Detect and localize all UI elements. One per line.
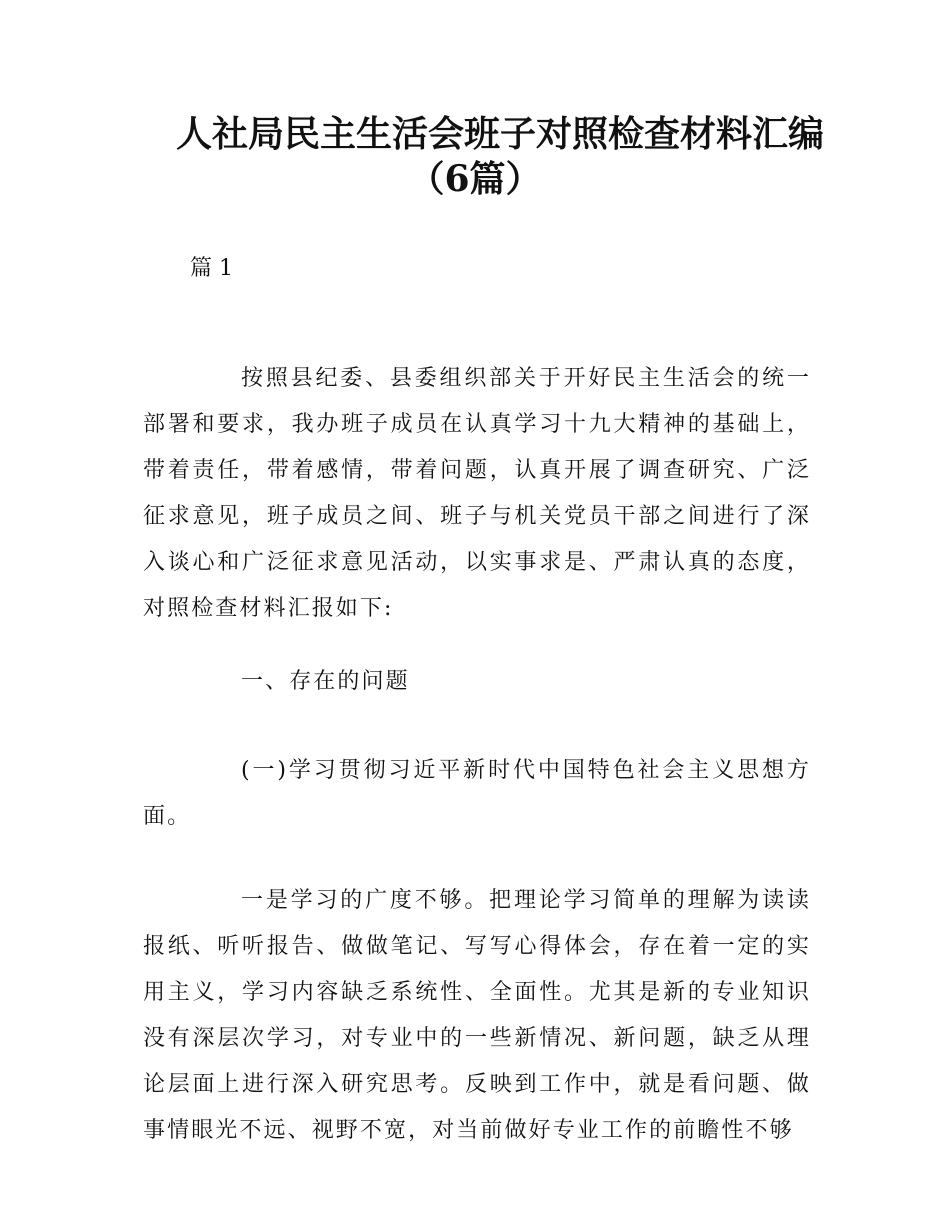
subsection-heading-study: (一)学习贯彻习近平新时代中国特色社会主义思想方面。 [143,758,811,829]
chapter-label: 篇 1 [190,256,233,281]
section-heading-problems: 一、存在的问题 [241,669,410,694]
document-title-line-2: （6篇） [408,158,542,200]
body-paragraph-study-breadth: 一是学习的广度不够。把理论学习简单的理解为读读报纸、听听报告、做做笔记、写写心得体会，存在着一定的实用主义，学习内容缺乏系统性、全面性。尤其是新的专业知识没有深层次学习，对专业中的一些新情况、新问题，缺乏从理论层面上进行深入研究思考。反映到工作中，就是看问题、做事情眼光不远、视野不宽，对当前做好专业工作的前瞻性不够 [143,888,811,1143]
body-paragraph-intro: 按照县纪委、县委组织部关于开好民主生活会的统一部署和要求，我办班子成员在认真学习十九大精神的基础上，带着责任，带着感情，带着问题，认真开展了调查研究、广泛征求意见，班子成员之间、班子与机关党员干部之间进行了深入谈心和广泛征求意见活动，以实事求是、严肃认真的态度，对照检查材料汇报如下: [143,366,811,621]
document-title-line-1: 人社局民主生活会班子对照检查材料汇编 [175,113,824,155]
